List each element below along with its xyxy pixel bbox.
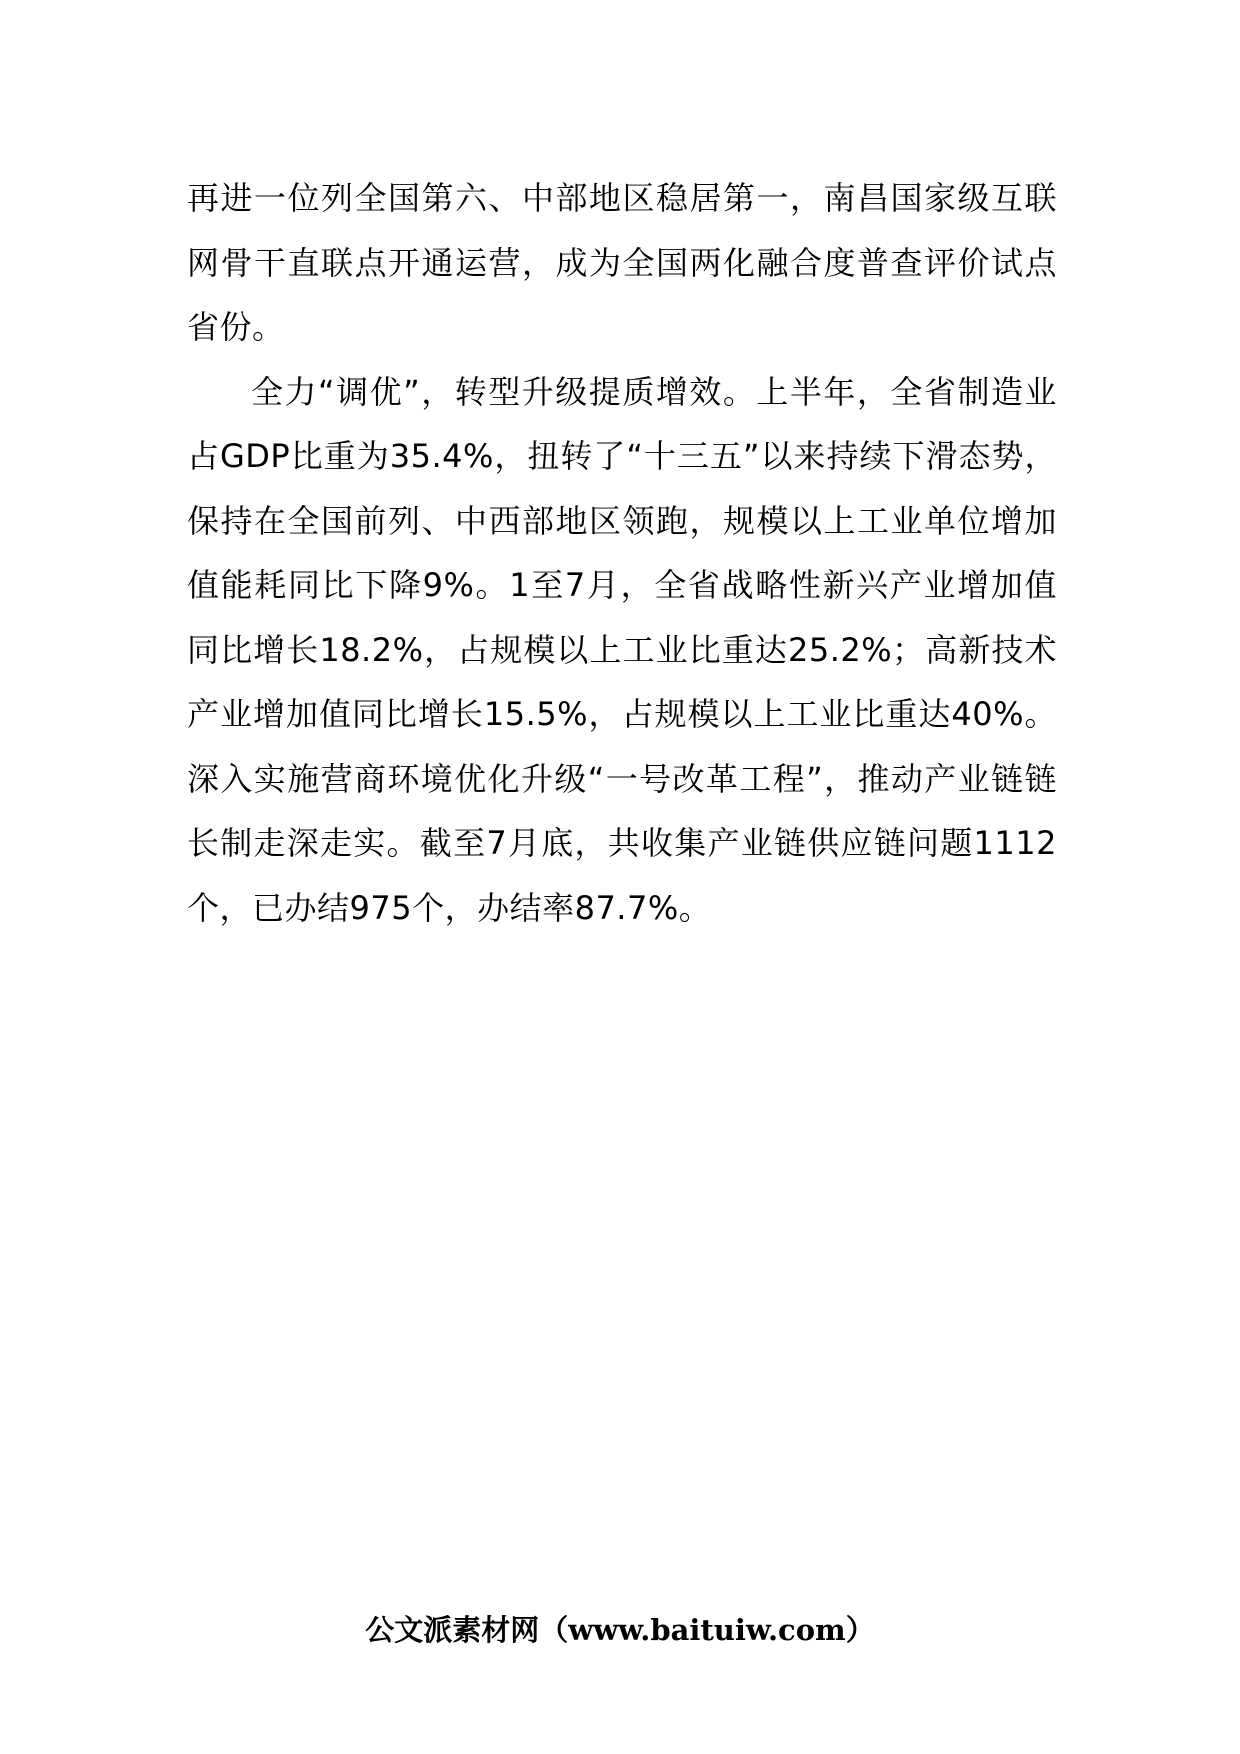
- paragraph-continued: 再进一位列全国第六、中部地区稳居第一，南昌国家级互联网骨干直联点开通运营，成为全国两化融合度普查评价试点省份。: [187, 179, 1057, 346]
- footer-watermark: 公文派素材网（www.baituiw.com）: [365, 1613, 875, 1647]
- paragraph-optimization: 全力“调优”，转型升级提质增效。上半年，全省制造业占GDP比重为35.4%，扭转了“十三五”以来持续下滑态势，保持在全国前列、中西部地区领跑，规模以上工业单位增加值能耗同比下降9%。1至7月，全省战略性新兴产业增加值同比增长18.2%，占规模以上工业比重达25.2%；高新技术产业增加值同比增长15.5%，占规模以上工业比重达40%。深入实施营商环境优化升级“一号改革工程”，推动产业链链长制走深走实。截至7月底，共收集产业链供应链问题1112个，已办结975个，办结率87.7%。: [187, 372, 1057, 927]
- body-text: [187, 166, 1057, 940]
